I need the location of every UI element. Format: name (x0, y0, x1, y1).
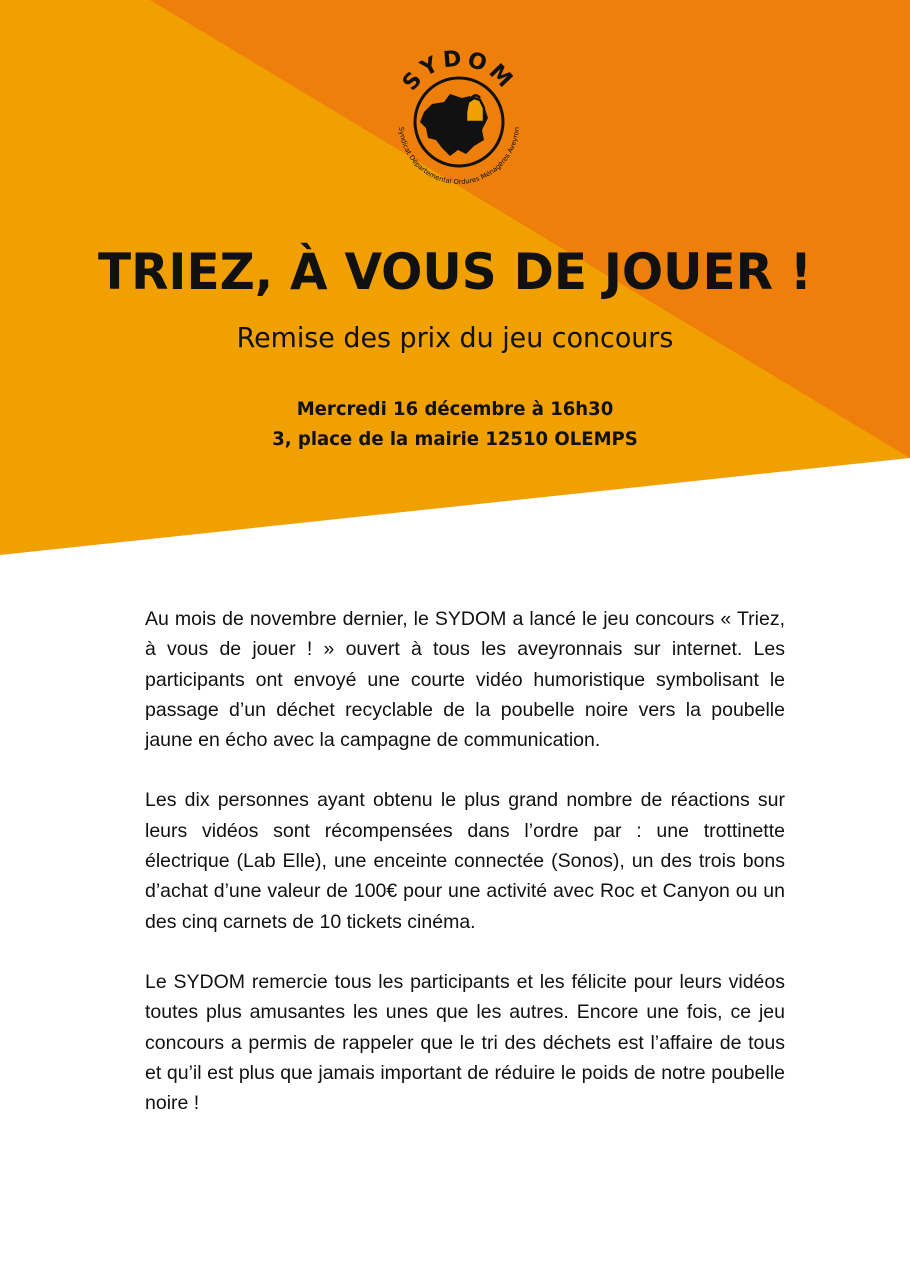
event-address: 3, place de la mairie 12510 OLEMPS (272, 428, 638, 450)
page-subtitle: Remise des prix du jeu concours (236, 321, 674, 354)
page-title: TRIEZ, À VOUS DE JOUER ! (97, 243, 813, 301)
paragraph-prizes: Les dix personnes ayant obtenu le plus grand nombre de réactions sur leurs vidéos sont récompensées dans l’ordre par : une trottinette électrique (Lab Elle), une enceinte connectée (Sonos), un des trois bons d’achat d’une valeur de 100€ pour une activité avec Roc et Canyon ou un des cinq carnets de 10 tickets cinéma. (145, 789, 785, 933)
paragraph-thanks: Le SYDOM remercie tous les participants et les félicite pour leurs vidéos toutes plus amusantes les unes que les autres. Encore une fois, ce jeu concours a permis de rappeler que le tri des déchets est l’affaire de tous et qu’il est plus que jamais important de réduire le poids de notre poubelle noire ! (145, 970, 785, 1115)
svg-text:SYDOM (398, 46, 520, 95)
logo-name: SYDOM (398, 46, 520, 96)
event-date: Mercredi 16 décembre à 16h30 (296, 398, 614, 420)
sydom-logo (384, 42, 534, 192)
logo-tagline: Syndicat Départemental Ordures Ménagères Aveyron (397, 126, 521, 187)
paragraph-intro: Au mois de novembre dernier, le SYDOM a lancé le jeu concours « Triez, à vous de jouer ! » ouvert à tous les aveyronnais sur internet. Les participants ont envoyé une courte vidéo humoristique symbolisant le passage d’un déchet recyclable de la poubelle noire vers la poubelle jaune en écho avec la campagne de communication. (145, 608, 785, 752)
event-details (0, 394, 910, 454)
aveyron-map-icon (420, 94, 488, 156)
article-body (145, 604, 785, 1148)
